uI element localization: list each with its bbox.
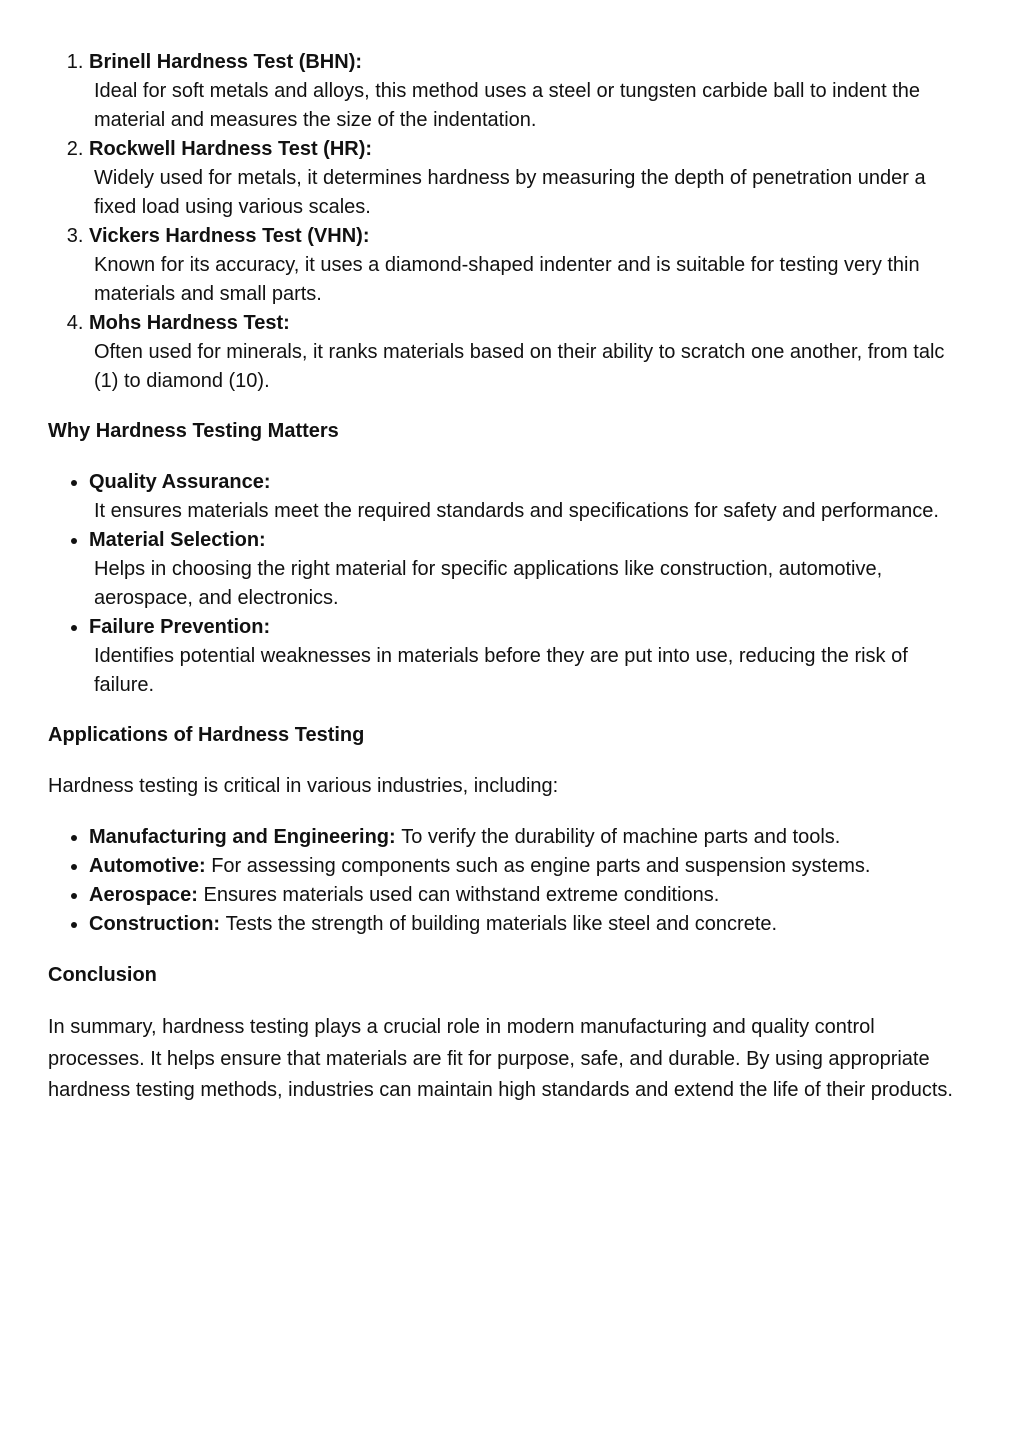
reason-title: Material Selection: <box>89 529 266 551</box>
list-item <box>89 613 964 700</box>
list-item <box>89 910 964 939</box>
why-section-heading: Why Hardness Testing Matters <box>48 420 339 442</box>
industry-description: To verify the durability of machine parts and tools. <box>401 826 841 848</box>
applications-intro: Hardness testing is critical in various industries, including: <box>48 775 559 797</box>
industry-description: Tests the strength of building materials like steel and concrete. <box>225 913 778 935</box>
list-item <box>89 48 964 135</box>
industry-title: Construction: <box>89 913 226 935</box>
list-item <box>89 468 964 526</box>
industry-description: For assessing components such as engine parts and suspension systems. <box>211 855 871 877</box>
method-title: Vickers Hardness Test (VHN): <box>89 225 370 247</box>
method-title: Mohs Hardness Test: <box>89 312 290 334</box>
method-title: Rockwell Hardness Test (HR): <box>89 138 373 160</box>
list-item <box>89 823 964 852</box>
applications-section-heading: Applications of Hardness Testing <box>48 724 365 746</box>
list-item <box>89 222 964 309</box>
why-list <box>48 468 964 700</box>
industry-description: Ensures materials used can withstand extreme conditions. <box>203 884 720 906</box>
hardness-methods-list <box>48 48 964 396</box>
method-description: Often used for minerals, it ranks materials based on their ability to scratch one another, from talc (1) to diamond (10). <box>94 341 945 392</box>
applications-list <box>48 823 964 939</box>
list-item <box>89 881 964 910</box>
industry-title: Aerospace: <box>89 884 204 906</box>
method-title: Brinell Hardness Test (BHN): <box>89 51 363 73</box>
reason-title: Failure Prevention: <box>89 616 271 638</box>
reason-title: Quality Assurance: <box>89 471 271 493</box>
method-description: Widely used for metals, it determines hardness by measuring the depth of penetration under a fixed load using various scales. <box>94 167 926 218</box>
reason-description: It ensures materials meet the required standards and specifications for safety and performance. <box>94 500 939 522</box>
industry-title: Automotive: <box>89 855 212 877</box>
list-item <box>89 852 964 881</box>
list-item <box>89 135 964 222</box>
list-item <box>89 309 964 396</box>
method-description: Ideal for soft metals and alloys, this method uses a steel or tungsten carbide ball to indent the material and measures the size of the indentation. <box>94 80 921 131</box>
method-description: Known for its accuracy, it uses a diamond-shaped indenter and is suitable for testing very thin materials and small parts. <box>94 254 920 305</box>
conclusion-heading: Conclusion <box>48 964 157 986</box>
reason-description: Helps in choosing the right material for specific applications like construction, automotive, aerospace, and electronics. <box>94 558 883 609</box>
list-item <box>89 526 964 613</box>
conclusion-paragraph: In summary, hardness testing plays a crucial role in modern manufacturing and quality control processes. It helps ensure that materials are fit for purpose, safe, and durable. By using appropriate hardness testing methods, industries can maintain high standards and extend the life of their products. <box>48 1016 953 1101</box>
industry-title: Manufacturing and Engineering: <box>89 826 402 848</box>
reason-description: Identifies potential weaknesses in materials before they are put into use, reducing the risk of failure. <box>94 645 908 696</box>
